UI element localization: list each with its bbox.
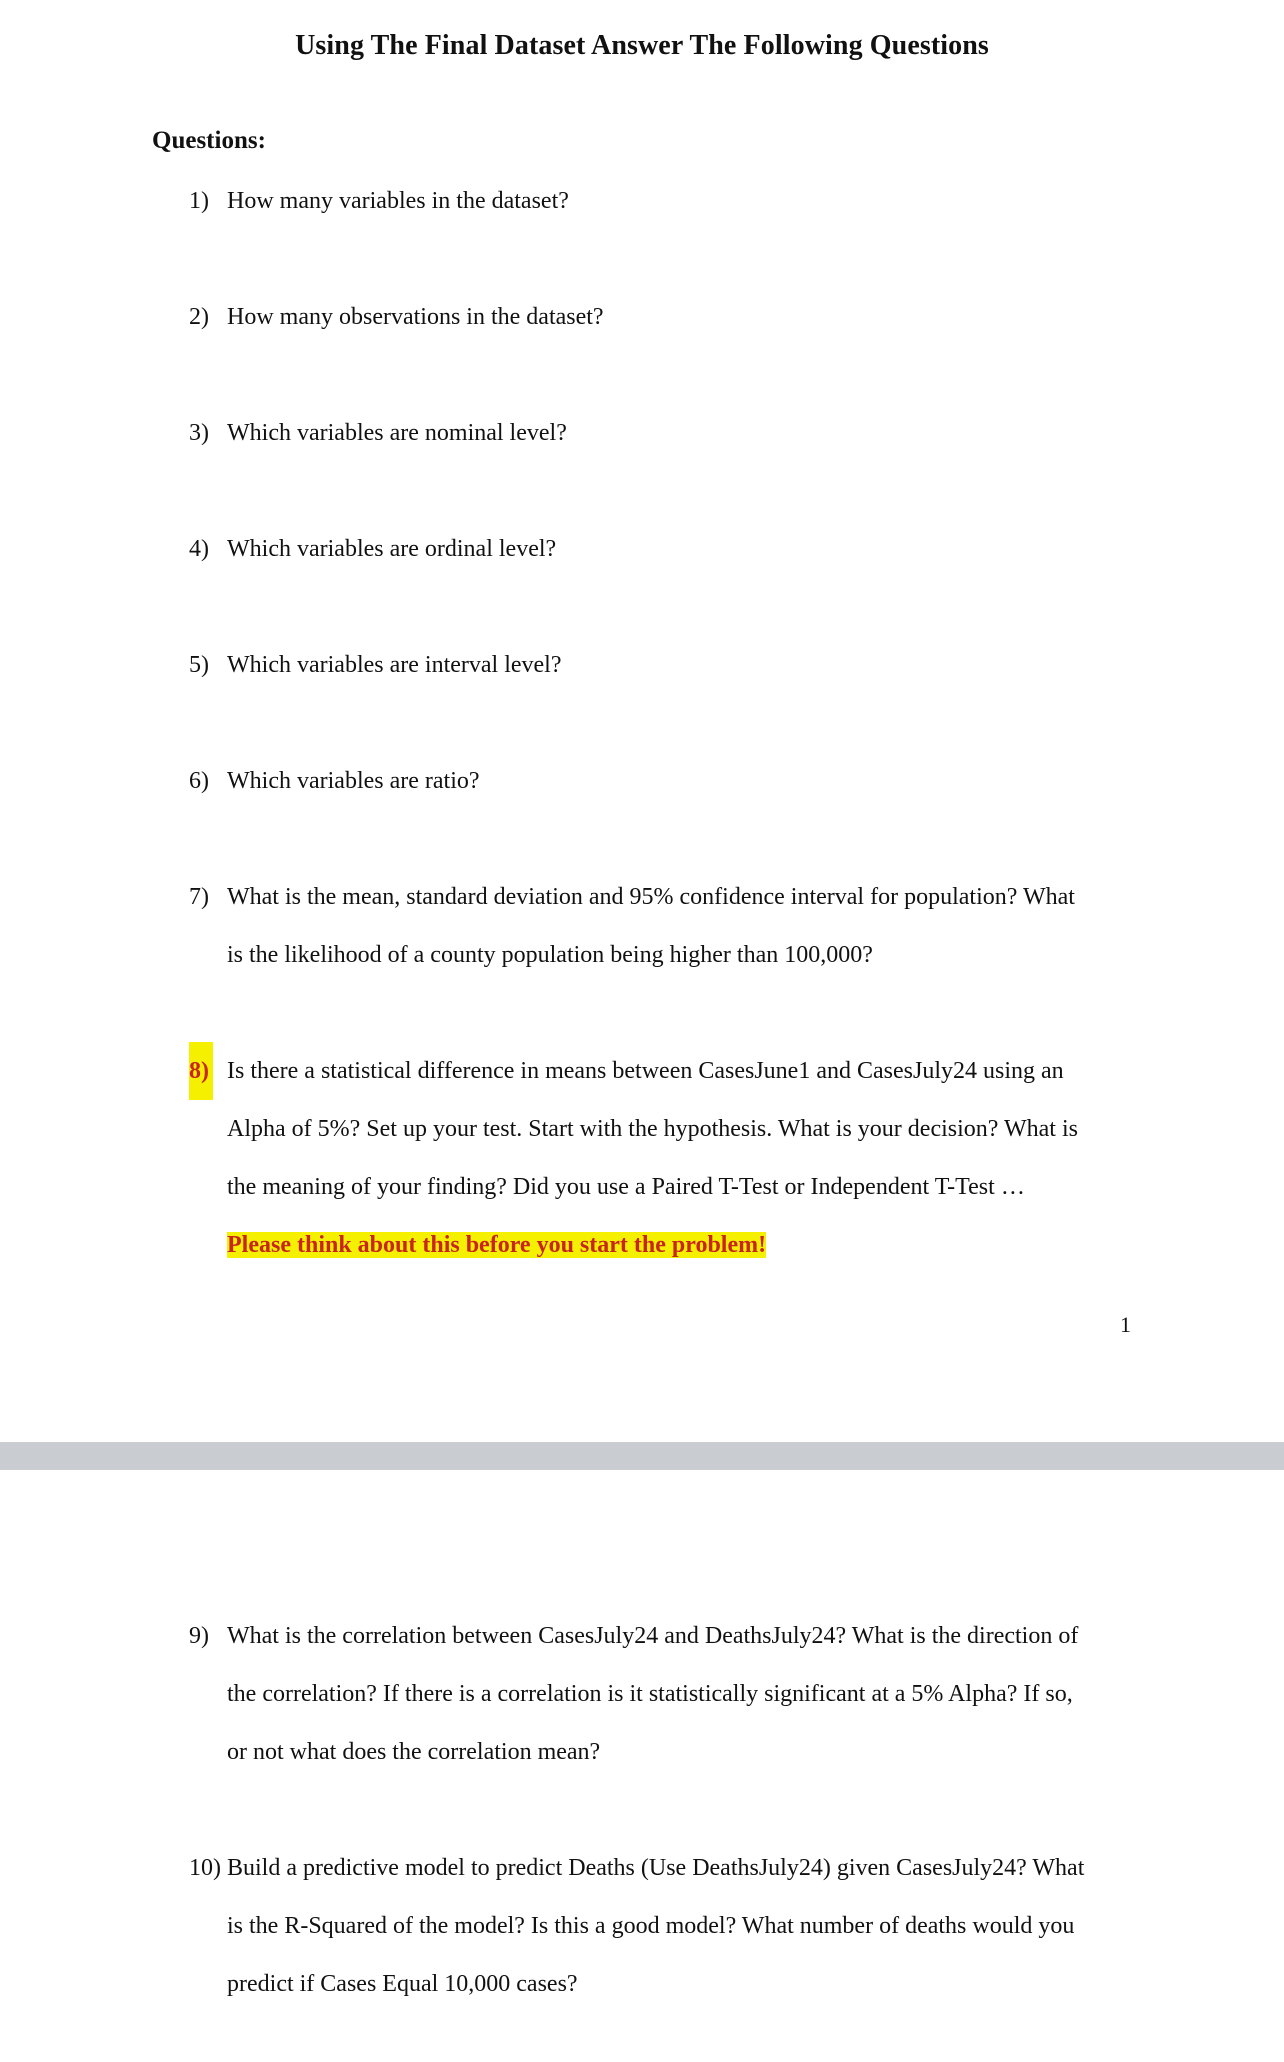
question-4	[189, 520, 556, 578]
question-text-line: What is the mean, standard deviation and 95% confidence interval for population? What	[227, 884, 1075, 910]
question-text: Which variables are nominal level?	[227, 420, 567, 446]
question-text: Which variables are ratio?	[227, 768, 480, 794]
question-text: How many observations in the dataset?	[227, 304, 604, 330]
questions-heading: Questions:	[152, 127, 266, 154]
highlighted-note: Please think about this before you start the problem!	[227, 1232, 767, 1258]
question-3	[189, 404, 567, 462]
question-text-line: the meaning of your finding? Did you use a Paired T-Test or Independent T-Test …	[227, 1174, 1025, 1200]
question-number: 6)	[189, 768, 209, 794]
question-number: 5)	[189, 652, 209, 678]
question-text: How many variables in the dataset?	[227, 188, 569, 214]
question-number: 4)	[189, 536, 209, 562]
question-text-line: is the R-Squared of the model? Is this a good model? What number of deaths would you	[227, 1913, 1075, 1939]
question-7	[189, 868, 1075, 984]
question-5	[189, 636, 562, 694]
question-text-line: or not what does the correlation mean?	[227, 1739, 601, 1765]
document-page-2	[0, 1470, 1284, 2062]
question-text-line: Build a predictive model to predict Deaths (Use DeathsJuly24) given CasesJuly24? What	[227, 1855, 1085, 1881]
question-2	[189, 288, 604, 346]
question-number: 1)	[189, 188, 209, 214]
question-text: Which variables are ordinal level?	[227, 536, 557, 562]
page-separator	[0, 1442, 1284, 1470]
question-text: Which variables are interval level?	[227, 652, 562, 678]
question-number-highlighted: 8)	[189, 1042, 213, 1100]
question-text-line: What is the correlation between CasesJuly24 and DeathsJuly24? What is the direction of	[227, 1623, 1079, 1649]
question-text-line: the correlation? If there is a correlation is it statistically significant at a 5% Alpha? If so,	[227, 1681, 1073, 1707]
document-title: Using The Final Dataset Answer The Following Questions	[295, 30, 989, 61]
page-number: 1	[1120, 1312, 1131, 1337]
question-number: 10)	[189, 1855, 221, 1881]
question-number: 9)	[189, 1623, 209, 1649]
question-text-line: Alpha of 5%? Set up your test. Start with the hypothesis. What is your decision? What is	[227, 1116, 1078, 1142]
question-8	[189, 1042, 1078, 1274]
question-9	[189, 1607, 1078, 1781]
question-10	[189, 1839, 1084, 2013]
question-text-line: is the likelihood of a county population being higher than 100,000?	[227, 942, 873, 968]
question-number: 3)	[189, 420, 209, 446]
question-1	[189, 172, 569, 230]
question-number: 2)	[189, 304, 209, 330]
question-6	[189, 752, 480, 810]
question-text-line: Is there a statistical difference in means between CasesJune1 and CasesJuly24 using an	[227, 1058, 1064, 1084]
question-text-line: predict if Cases Equal 10,000 cases?	[227, 1971, 578, 1997]
question-number: 7)	[189, 884, 209, 910]
